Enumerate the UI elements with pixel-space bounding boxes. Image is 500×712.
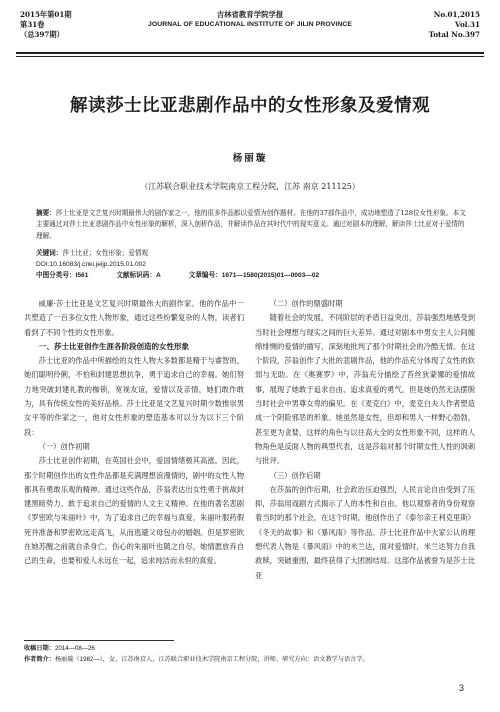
issue-volume: 第31卷 <box>20 20 45 29</box>
journal-name <box>126 10 374 30</box>
document-code: 文献标识码：A <box>116 272 161 279</box>
author-bio-label: 作者简介： <box>24 655 55 663</box>
issue-info-right <box>429 10 480 40</box>
issue-vol: Vol.31 <box>455 20 480 29</box>
keywords-label: 关键词： <box>36 249 63 257</box>
author-bio <box>24 655 476 666</box>
author-affiliation: （江苏联合职业技术学院南京工程分院，江苏 南京 211125） <box>140 182 360 191</box>
section-heading: 一、莎士比亚创作生涯各阶段创造的女性形象 <box>39 341 189 351</box>
header-rule-thick <box>16 52 484 54</box>
author-bio-text: 杨丽璇（1982—），女，江苏南京人，江苏联合职业技术学院南京工程分院，讲师，研究方向：语文教学与语言学。 <box>54 655 369 663</box>
subsection-heading: （三）创作后期 <box>269 470 321 480</box>
classification-line <box>36 270 470 281</box>
issue-total: （总397期） <box>20 30 64 39</box>
page-number: 3 <box>458 683 464 693</box>
subsection-heading: （一）创作初期 <box>38 441 90 451</box>
doi: DOI:10.16083/j.cnki.jeijp.2015.01.002 <box>36 261 146 268</box>
footnotes <box>24 644 476 665</box>
clc-number: 中图分类号：I561 <box>36 272 89 279</box>
journal-name-en: JOURNAL OF EDUCATIONAL INSTITUTE OF JILIN PROVINCE <box>147 21 352 28</box>
abstract-text: 莎士比亚是文艺复兴时期最伟大的剧作家之一，他的很多作品都以爱情为创作题材。在他的37部作品中，成功地塑造了128位女性形象。本文主要通过对莎士比亚悲剧作品中女性形象的解析，深入剖析作品，并解读作品在其时代中的现实意义。通过对剧本的理解，解读莎士比亚对于爱情的理解。 <box>36 209 466 240</box>
issue-total-en: Total No.397 <box>428 30 480 39</box>
paragraph: 威廉·莎士比亚是文艺复兴时期最伟大的剧作家。他的作品中一共塑造了一百多位女性人物形象，通过这些纷繁复杂的人物，读者们看到了不同个性的女性形象。 <box>24 299 244 337</box>
keywords <box>36 248 470 259</box>
abstract-label: 摘要： <box>36 209 56 217</box>
body-column-left <box>24 297 244 569</box>
abstract <box>36 208 470 242</box>
keywords-text: 莎士比亚；女性形象；爱情观 <box>62 249 149 257</box>
subsection-heading: （二）创作的鼎盛时期 <box>269 299 343 308</box>
received-value: 2014—08—26 <box>54 645 95 652</box>
header-rule-thin <box>16 56 484 57</box>
journal-header <box>16 6 484 60</box>
issue-no: No.01,2015 <box>433 10 480 19</box>
paragraph: 莎士比亚的作品中所描绘的女性人物大多数都是精于与睿智的，她们聪明伶俐，不怕和封建思想抗争，勇于追求自己的幸福。她们努力地突破封建礼教的枷锁，宽视友谊，爱情以及亲情，她们敢作敢为，具有传统女性的美好品格。莎士比亚是文艺复兴时期少数推崇男女平等的作家之一，他对女性形象的塑造基本可以分为以下三个阶段： <box>24 356 244 437</box>
article-author: 杨丽璇 <box>232 153 268 164</box>
paragraph: 在莎翁的创作后期，社会政治压迫强烈，人民言论自由受到了压抑，莎翁用戏剧方式揭示了人的本性和自由。他以观察者的身份观察着当时的那个社会，在这个时期，他创作出了《泰尔亲王利克里斯》《冬天的故事》和《暴风雨》等作品。莎士比亚作品中大家公认的理想代表人物是《暴风雨》中的米兰达，面对爱情时，米兰达努力自我救赎，突破重围，最终获得了大团圆结局。这部作品被誉为是莎士比亚 <box>255 484 475 580</box>
journal-name-cn: 吉林省教育学院学报 <box>216 10 284 19</box>
issue-year: 2015年第01期 <box>20 10 72 19</box>
footnote-divider <box>24 640 174 641</box>
article-title: 解读莎士比亚悲剧作品中的女性形象及爱情观 <box>70 96 430 116</box>
received-label: 收稿日期： <box>24 645 55 652</box>
paragraph: 随着社会的发展，不同阶层的矛盾日益突出，莎翁强烈地感受到当时社会理想与现实之间的巨大差异。通过对剧本中男女主人公间缠绵悱恻的爱情的描写，深刻地批判了那个时期社会的冷酷无情。在这个阶段，莎翁创作了大批的悲剧作品，他的作品充分体现了女性的软弱与无助。在《奥赛罗》中，莎翁充分描绘了苔丝狄蒙娜的爱情故事，展现了她敢于追求自由、追求真爱的勇气，但是她仍然无法摆脱当时社会中男尊女卑的偏见。在《麦克白》中，麦克白夫人作者塑造成一个阴险邪恶的形象。她虽然是女性，但却和男人一样野心勃勃，甚至更为贪婪，这样的角色与以往高大全的女性形象不同，这样的人物角色是反面人物的典型代表，这是莎翁对那个时期女性人性的讽刺与批评。 <box>255 313 475 466</box>
paragraph: 莎士比亚创作初期，在英国社会中，爱国情绪极其高涨。因此，那个时期创作出的女性作品都是充满理想浪漫情的，剧中的女性人物都具有勇敢乐观的精神。通过这些作品，莎翁表达出女性勇于挑战封建黑暗势力、敢于追求自己的爱情的人文主义精神。在他的著名悲剧《罗密欧与朱丽叶》中，为了追求自己的幸福与真爱，朱丽叶服药假死并准备和罗密欧远走高飞，从而逃避父母包办的婚姻。但是罗密欧在她苏醒之前就自杀身亡，伤心的朱丽叶也随之自尽，她情愿放弃自己的生命，也要和爱人永远在一起，追求纯洁而永恒的真爱。 <box>24 456 244 566</box>
body-column-right <box>255 297 475 583</box>
received-date <box>24 644 476 655</box>
issue-info-left <box>20 10 72 40</box>
article-number: 文章编号：1671—1580(2015)01—0003—02 <box>188 272 320 279</box>
